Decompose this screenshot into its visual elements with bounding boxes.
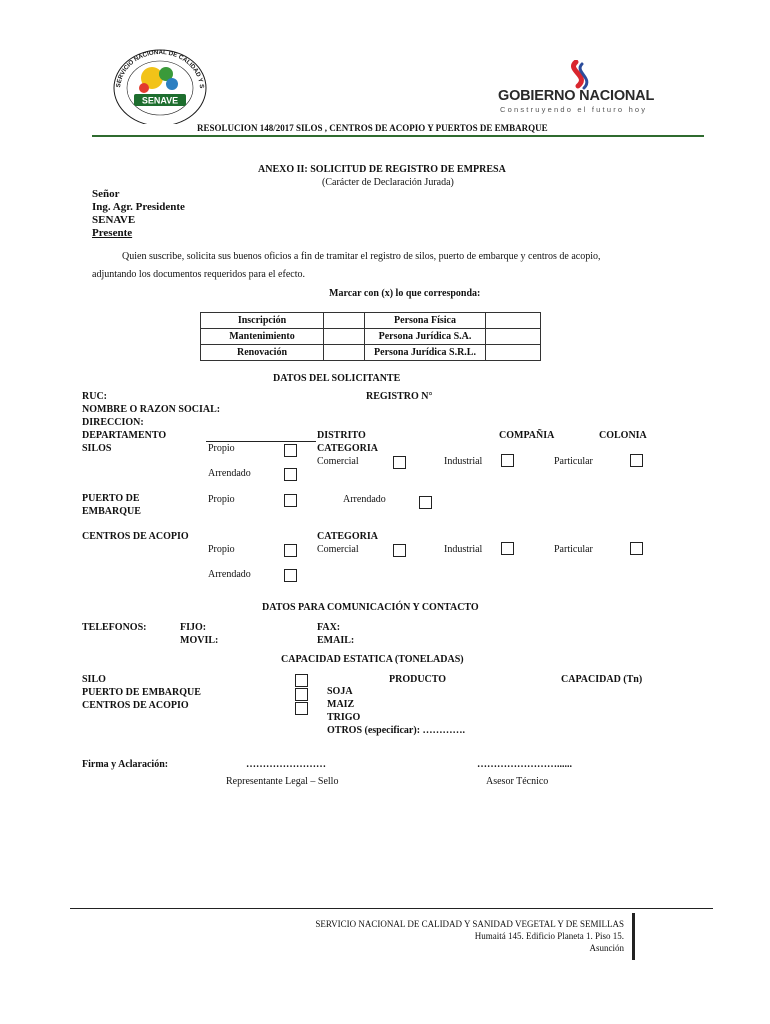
cap-centros-label: CENTROS DE ACOPIO [82, 700, 189, 711]
addressee-line: SENAVE [92, 214, 136, 226]
nombre-label: NOMBRE O RAZON SOCIAL: [82, 404, 221, 415]
puerto-arrendado-checkbox[interactable] [419, 496, 432, 509]
silos-categoria-label: CATEGORIA [317, 443, 378, 454]
options-table [200, 312, 541, 361]
option-renovacion: Renovación [201, 345, 324, 361]
cap-silo-checkbox[interactable] [295, 674, 308, 687]
centros-particular-label: Particular [554, 544, 593, 555]
table-row [201, 329, 541, 345]
senave-ring-text: SERVICIO NACIONAL DE CALIDAD Y S [115, 48, 205, 89]
email-label: EMAIL: [317, 635, 355, 646]
producto-header: PRODUCTO [389, 674, 447, 685]
footer-org: SERVICIO NACIONAL DE CALIDAD Y SANIDAD VEGETAL Y DE SEMILLAS [315, 919, 624, 929]
annex-title: ANEXO II: SOLICITUD DE REGISTRO DE EMPRESA [258, 164, 506, 175]
addressee-line: Señor [92, 188, 120, 200]
centros-arrendado-label: Arrendado [208, 569, 251, 580]
gobierno-logo [496, 60, 676, 116]
option-mark-cell[interactable] [324, 345, 365, 361]
footer-address: Humaitá 145. Edificio Planeta 1. Piso 15. [474, 931, 624, 941]
centros-industrial-checkbox[interactable] [501, 542, 514, 555]
capacidad-tn-header: CAPACIDAD (Tn) [561, 674, 643, 685]
producto-item: SOJA [327, 686, 353, 697]
puerto-propio-label: Propio [208, 494, 235, 505]
section-heading-contacto: DATOS PARA COMUNICACIÓN Y CONTACTO [262, 602, 479, 613]
silos-propio-checkbox[interactable] [284, 444, 297, 457]
ruc-label: RUC: [82, 391, 107, 402]
addressee-line: Ing. Agr. Presidente [92, 201, 185, 213]
option-inscripcion: Inscripción [201, 313, 324, 329]
producto-item: OTROS (especificar): …………. [327, 725, 466, 736]
centros-propio-label: Propio [208, 544, 235, 555]
cap-puerto-checkbox[interactable] [295, 688, 308, 701]
puerto-propio-checkbox[interactable] [284, 494, 297, 507]
firma-label: Firma y Aclaración: [82, 759, 169, 770]
puerto-label: EMBARQUE [82, 506, 141, 517]
centros-categoria-label: CATEGORIA [317, 531, 378, 542]
registro-label: REGISTRO N° [366, 391, 433, 402]
centros-particular-checkbox[interactable] [630, 542, 643, 555]
silos-comercial-checkbox[interactable] [393, 456, 406, 469]
cap-puerto-label: PUERTO DE EMBARQUE [82, 687, 201, 698]
mark-instruction: Marcar con (x) lo que corresponda: [329, 288, 481, 299]
section-heading-capacidad: CAPACIDAD ESTATICA (TONELADAS) [281, 654, 464, 665]
option-persona-juridica-sa: Persona Jurídica S.A. [365, 329, 486, 345]
option-mark-cell[interactable] [486, 329, 541, 345]
intro-line-1: Quien suscribe, solicita sus buenos oficios a fin de tramitar el registro de silos, puerto de embarque y centros de acopio, [122, 251, 601, 262]
option-persona-juridica-srl: Persona Jurídica S.R.L. [365, 345, 486, 361]
option-persona-fisica: Persona Física [365, 313, 486, 329]
centros-industrial-label: Industrial [444, 544, 483, 555]
senave-name: SENAVE [141, 95, 179, 106]
gobierno-tagline: Construyendo el futuro hoy [500, 105, 648, 114]
firma-dots-asesor[interactable]: ……………………...... [477, 759, 572, 770]
silos-arrendado-label: Arrendado [208, 468, 251, 479]
asesor-caption: Asesor Técnico [486, 776, 549, 787]
option-mark-cell[interactable] [324, 329, 365, 345]
resolution-title: RESOLUCION 148/2017 SILOS , CENTROS DE ACOPIO Y PUERTOS DE EMBARQUE [197, 123, 548, 133]
compania-label: COMPAÑIA [499, 430, 555, 441]
movil-label: MOVIL: [180, 635, 219, 646]
departamento-label: DEPARTAMENTO [82, 430, 167, 441]
silos-particular-label: Particular [554, 456, 593, 467]
option-mark-cell[interactable] [486, 313, 541, 329]
fijo-label: FIJO: [180, 622, 207, 633]
addressee-line: Presente [92, 227, 133, 239]
silos-industrial-checkbox[interactable] [501, 454, 514, 467]
silos-industrial-label: Industrial [444, 456, 483, 467]
footer-city: Asunción [589, 943, 624, 953]
header-rule [92, 135, 704, 137]
centros-arrendado-checkbox[interactable] [284, 569, 297, 582]
silos-label: SILOS [82, 443, 112, 454]
table-row [201, 345, 541, 361]
producto-item: MAIZ [327, 699, 355, 710]
telefonos-label: TELEFONOS: [82, 622, 147, 633]
option-mark-cell[interactable] [324, 313, 365, 329]
option-mark-cell[interactable] [486, 345, 541, 361]
silos-comercial-label: Comercial [317, 456, 359, 467]
annex-subtitle: (Carácter de Declaración Jurada) [322, 177, 454, 188]
table-row [201, 313, 541, 329]
direccion-label: DIRECCION: [82, 417, 144, 428]
footer-vertical-bar [632, 913, 635, 960]
silos-propio-label: Propio [208, 443, 235, 454]
colonia-label: COLONIA [599, 430, 647, 441]
puerto-label: PUERTO DE [82, 493, 140, 504]
senave-logo [106, 44, 214, 124]
fax-label: FAX: [317, 622, 341, 633]
departamento-line[interactable] [206, 441, 316, 442]
centros-comercial-checkbox[interactable] [393, 544, 406, 557]
silos-arrendado-checkbox[interactable] [284, 468, 297, 481]
producto-item: TRIGO [327, 712, 361, 723]
cap-centros-checkbox[interactable] [295, 702, 308, 715]
silos-particular-checkbox[interactable] [630, 454, 643, 467]
section-heading-solicitante: DATOS DEL SOLICITANTE [273, 373, 401, 384]
option-mantenimiento: Mantenimiento [201, 329, 324, 345]
representante-caption: Representante Legal – Sello [226, 776, 339, 787]
gobierno-title: GOBIERNO NACIONAL [498, 88, 655, 104]
centros-label: CENTROS DE ACOPIO [82, 531, 189, 542]
distrito-label: DISTRITO [317, 430, 366, 441]
intro-line-2: adjuntando los documentos requeridos para el efecto. [92, 269, 305, 280]
centros-comercial-label: Comercial [317, 544, 359, 555]
cap-silo-label: SILO [82, 674, 106, 685]
footer-rule [70, 908, 713, 909]
firma-dots-representante[interactable]: …………………… [246, 759, 326, 770]
centros-propio-checkbox[interactable] [284, 544, 297, 557]
puerto-arrendado-label: Arrendado [343, 494, 386, 505]
